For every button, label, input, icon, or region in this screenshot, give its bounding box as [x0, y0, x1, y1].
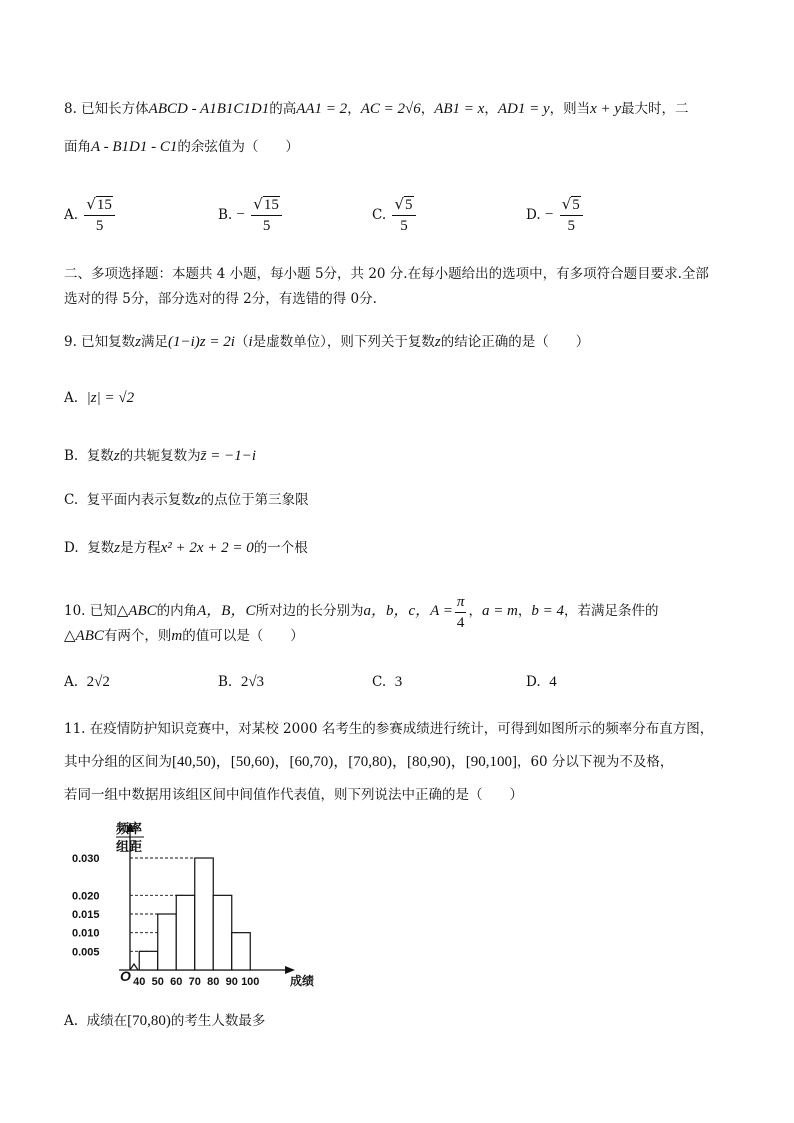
x-tick-label: 60 — [170, 976, 183, 988]
q9-option-d-math: x² + 2x + 2 = 0 — [160, 540, 254, 556]
fraction-numerator: 5 — [572, 197, 580, 213]
y-axis-label-bottom: 组距 — [116, 839, 143, 854]
y-tick-label: 0.020 — [72, 890, 100, 903]
q8-text: 8. 已知长方体 — [64, 101, 149, 117]
q8-eq-ad1: AD1 = y — [497, 101, 550, 117]
q10-fraction — [455, 592, 467, 633]
histogram-bar — [176, 895, 195, 970]
option-text: 复数 — [86, 448, 114, 464]
q9-text: 的结论正确的是（ ） — [440, 334, 590, 350]
option-label: A. — [64, 674, 79, 690]
q8-eq-ac: AC = 2√6 — [360, 101, 421, 117]
q8-option-d[interactable] — [526, 194, 585, 236]
option-label: B. — [64, 448, 79, 464]
fraction-denominator: 4 — [456, 615, 465, 631]
fraction-denominator: 5 — [262, 218, 271, 234]
q8-line-2 — [64, 138, 299, 156]
q10-eq-side-a: a = m — [481, 603, 518, 619]
q11-intervals: [40,50)，[50,60)，[60,70)，[70,80)，[80,90)，[90,100] — [172, 754, 517, 770]
q10-eq-side-b: b = 4 — [531, 603, 565, 619]
option-label: A. — [64, 390, 79, 406]
q10-triangle: △ABC — [116, 603, 157, 619]
frequency-histogram — [64, 820, 344, 990]
x-axis-label: 成绩 — [290, 974, 315, 988]
section2-line-1: 二、多项选择题：本题共 4 小题，每小题 5分，共 20 分.在每小题给出的选项中，有多项符合题目要求.全部 — [64, 266, 709, 282]
fraction-denominator: 5 — [400, 218, 408, 234]
option-text: 复平面内表示复数 — [86, 492, 195, 508]
q10-text: ，若满足条件的 — [564, 603, 659, 619]
x-tick-label: 70 — [188, 976, 201, 988]
option-sign: − — [544, 206, 554, 223]
q8-text: 最大时，二 — [621, 101, 689, 117]
q10-text: 所对边的长分别为 — [255, 603, 364, 619]
option-label: D. — [64, 540, 79, 556]
q10-stem-line-1: 10. 已知△ABC的内角A，B，C所对边的长分别为a，b，c，A = $\frac{\pi}{4}$ ，a = m，b = 4，若满足条件的 — [64, 594, 659, 631]
section2-line-2: 选对的得 5分，部分选对的得 2分，有选错的得 0分. — [64, 291, 377, 307]
q9-equation: (1−i)z = 2i — [168, 334, 235, 350]
option-text: 的点位于第三象限 — [200, 492, 309, 508]
option-text: 成绩在 — [86, 1013, 128, 1029]
q8-option-b[interactable] — [218, 194, 284, 236]
option-label: C. — [372, 674, 387, 690]
option-label: C. — [372, 207, 387, 223]
x-tick-label: 100 — [241, 976, 260, 988]
fraction-numerator: 15 — [96, 197, 112, 213]
q9-var-z: z — [114, 540, 121, 556]
option-label: A. — [64, 207, 79, 223]
q10-stem-line-2 — [64, 627, 304, 645]
option-label: D. — [526, 674, 541, 690]
q8-option-c[interactable] — [372, 194, 418, 236]
x-tick-label: 40 — [133, 976, 146, 988]
option-value: 2√2 — [86, 674, 110, 690]
option-label: B. — [218, 674, 233, 690]
q9-var-i: i — [248, 334, 253, 350]
q8-angle: A - B1D1 - C1 — [91, 139, 178, 155]
q8-text: ，则当 — [549, 101, 591, 117]
fraction-denominator: 5 — [95, 218, 104, 234]
q8-eq-height: AA1 = 2 — [296, 101, 348, 117]
q9-stem — [64, 333, 589, 351]
q11-line-1: 11. 在疫情防护知识竞赛中，对某校 2000 名考生的参赛成绩进行统计，可得到如图所示的频率分布直方图， — [64, 721, 714, 737]
option-text: 复数 — [87, 540, 115, 556]
option-fraction: $\frac{√15}{5}$ — [251, 194, 282, 236]
q9-text: 9. 已知复数 — [64, 334, 136, 350]
q10-var-m: m — [171, 628, 183, 644]
option-text: 是方程 — [120, 540, 161, 556]
option-value: 3 — [394, 674, 403, 690]
q10-sides: a，b，c， — [363, 603, 431, 619]
histogram-bar — [213, 895, 232, 970]
q9-option-a[interactable] — [64, 389, 134, 407]
option-sign: − — [236, 206, 245, 223]
q11-line-2 — [64, 753, 673, 771]
x-tick-label: 50 — [151, 976, 164, 988]
y-tick-label: 0.005 — [72, 946, 100, 959]
q10-text: 有两个，则 — [103, 628, 172, 644]
option-text: 的共轭复数为 — [119, 448, 201, 464]
fraction-numerator: π — [455, 592, 467, 613]
q9-var-z: z — [135, 334, 142, 350]
q8-eq-ab1: AB1 = x — [434, 101, 485, 117]
q9-option-b[interactable] — [64, 447, 256, 465]
q11-text: 其中分组的区间为 — [64, 754, 172, 770]
option-label: D. — [526, 207, 541, 223]
histogram-bar — [195, 858, 214, 970]
q10-option-b[interactable] — [218, 674, 264, 691]
q9-option-a-math: |z| = √2 — [86, 390, 135, 406]
option-interval: [70,80) — [127, 1013, 171, 1029]
q9-option-d[interactable] — [64, 539, 308, 557]
origin-label: O — [120, 968, 131, 984]
q10-angles: A，B，C — [197, 603, 256, 619]
q10-eq-a-lhs: A = — [430, 603, 453, 619]
option-value: 4 — [549, 674, 557, 690]
q8-text: 的余弦值为（ ） — [177, 139, 299, 155]
q9-text: 是虚数单位），则下列关于复数 — [252, 334, 435, 350]
q10-text: 的内角 — [156, 603, 198, 619]
y-axis-label-top: 频率 — [116, 821, 143, 836]
q8-line-1: 8. 已知长方体ABCD - A1B1C1D1的高AA1 = 2，AC = 2√6，AB1 = x，AD1 = y，则当x + y最大时，二 — [64, 101, 689, 117]
option-label: C. — [64, 492, 79, 508]
fraction-numerator: 5 — [405, 197, 413, 213]
q9-var-z: z — [113, 448, 120, 464]
q9-option-b-math: z̄ = −1−i — [200, 448, 257, 464]
histogram-bar — [232, 933, 251, 970]
q10-text: 的值可以是（ ） — [182, 628, 304, 644]
q10-option-a[interactable] — [64, 674, 110, 691]
option-fraction: $\frac{√5}{5}$ — [560, 194, 583, 236]
y-tick-label: 0.010 — [72, 927, 100, 940]
q11-option-a[interactable] — [64, 1012, 265, 1030]
q9-text: 满足 — [141, 334, 169, 350]
histogram-bar — [139, 951, 158, 970]
option-label: A. — [64, 1013, 79, 1029]
q8-expr: x + y — [590, 101, 622, 117]
option-text: 的一个根 — [253, 540, 308, 556]
q8-option-a[interactable] — [64, 194, 117, 236]
y-tick-label: 0.030 — [72, 853, 100, 865]
y-tick-label: 0.015 — [72, 909, 100, 921]
fraction-numerator: 15 — [263, 197, 279, 213]
option-fraction: $\frac{√15}{5}$ — [84, 194, 115, 236]
histogram-bar — [158, 914, 177, 970]
q9-var-z: z — [194, 492, 201, 508]
q8-text: 面角 — [64, 139, 91, 155]
option-label: B. — [218, 207, 233, 223]
q10-triangle: △ABC — [64, 628, 104, 644]
x-tick-label: 90 — [225, 976, 238, 988]
q10-text: 10. 已知 — [64, 603, 117, 619]
x-tick-label: 80 — [207, 976, 220, 988]
q11-text: ，60 分以下视为不及格， — [516, 754, 674, 770]
q11-line-3: 若同一组中数据用该组区间中间值作代表值，则下列说法中正确的是（ ） — [64, 787, 523, 803]
option-value: 2√3 — [240, 674, 265, 690]
axis-break-icon — [130, 964, 138, 970]
q8-solid: ABCD - A1B1C1D1 — [148, 101, 270, 117]
fraction-denominator: 5 — [567, 218, 575, 234]
q9-var-z: z — [434, 334, 441, 350]
q9-option-c[interactable] — [64, 491, 309, 509]
q10-option-d[interactable] — [526, 674, 557, 691]
q10-option-c[interactable] — [372, 674, 402, 691]
option-text: 的考生人数最多 — [170, 1013, 266, 1029]
option-fraction: $\frac{√5}{5}$ — [392, 194, 415, 236]
q9-text: （ — [234, 334, 249, 350]
x-axis-arrow-icon — [285, 966, 295, 974]
q8-text: 的高 — [269, 101, 297, 117]
